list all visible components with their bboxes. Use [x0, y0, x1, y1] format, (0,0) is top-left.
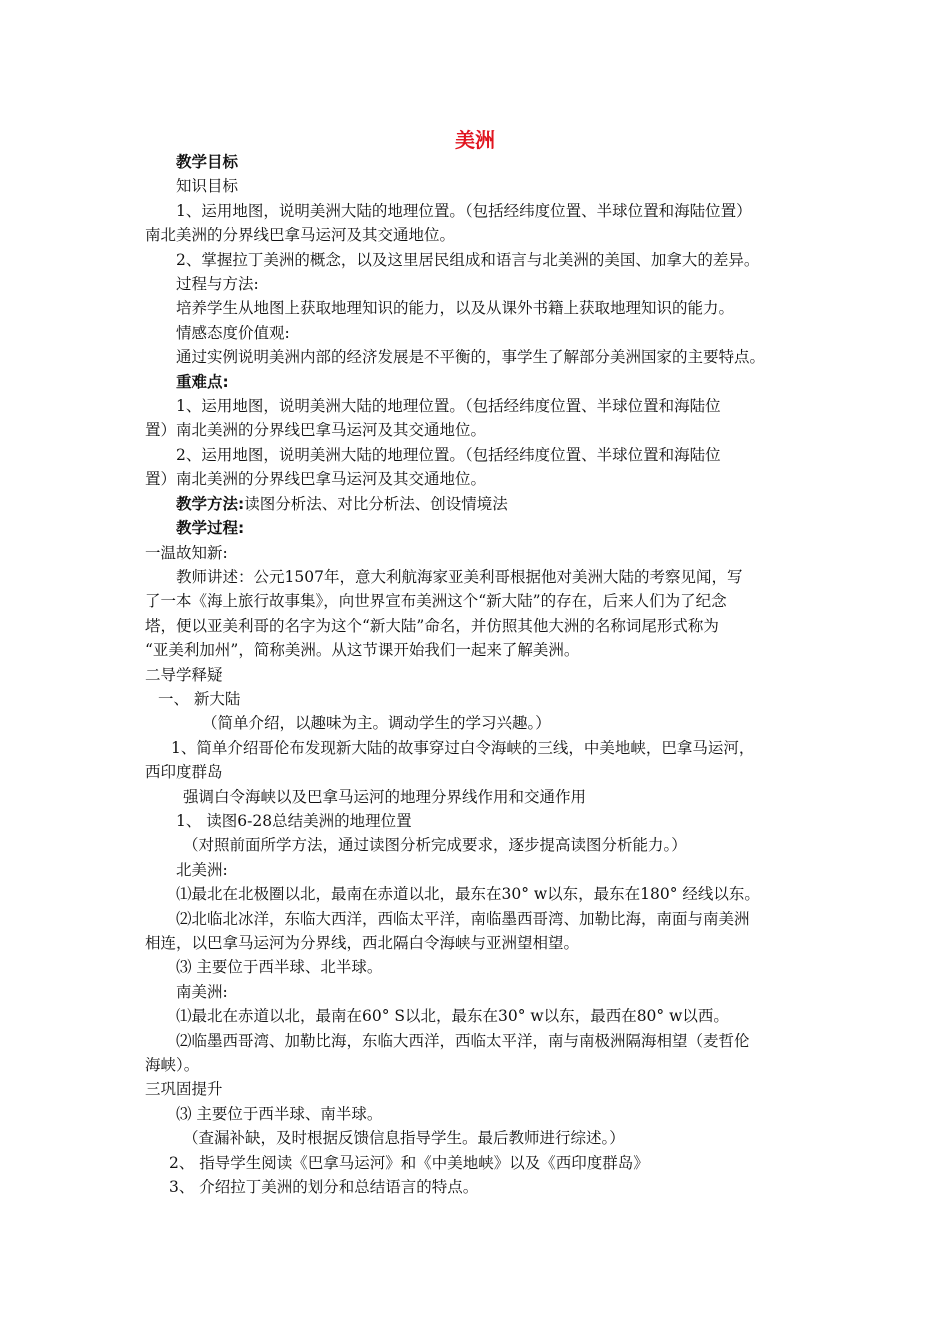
text-line	[145, 418, 810, 442]
text-line	[145, 1004, 810, 1028]
line-text: 2、掌握拉丁美洲的概念，以及这里居民组成和语言与北美洲的美国、加拿大的差异。	[176, 250, 760, 269]
text-line	[145, 1102, 810, 1126]
text-line	[145, 272, 810, 296]
text-line	[145, 248, 810, 272]
text-line	[145, 833, 810, 857]
line-text: 置）南北美洲的分界线巴拿马运河及其交通地位。	[145, 421, 487, 440]
line-text: 北美洲:	[176, 860, 228, 879]
line-text: 知识目标	[176, 177, 239, 196]
line-text: 培养学生从地图上获取地理知识的能力，以及从课外书籍上获取地理知识的能力。	[176, 299, 735, 318]
text-line	[145, 296, 810, 320]
line-text: 相连，以巴拿马运河为分界线，西北隔白令海峡与亚洲望相望。	[145, 934, 580, 952]
line-text: 教学过程:	[176, 519, 245, 538]
text-line	[145, 565, 810, 589]
line-text: 1、 读图6-28总结美洲的地理位置	[176, 811, 412, 830]
line-text: 二导学释疑	[145, 665, 223, 684]
line-text: 了一本《海上旅行故事集》，向世界宣布美洲这个“新大陆”的存在，后来人们为了纪念	[145, 592, 727, 611]
line-text: 西印度群岛	[145, 763, 223, 782]
line-text: （查漏补缺，及时根据反馈信息指导学生。最后教师进行综述。）	[183, 1129, 625, 1148]
text-line	[145, 711, 810, 735]
text-line	[145, 907, 810, 931]
text-line	[145, 467, 810, 491]
line-text: （对照前面所学方法，通过读图分析完成要求，逐步提高读图分析能力。）	[183, 836, 687, 855]
text-line	[145, 516, 810, 540]
line-text: 海峡）。	[145, 1056, 200, 1075]
line-text: 通过实例说明美洲内部的经济发展是不平衡的，事学生了解部分美洲国家的主要特点。	[176, 348, 766, 367]
line-text: ⑴最北在赤道以北，最南在60° S以北，最东在30° w以东，最西在80° w以西。	[176, 1007, 729, 1026]
line-text: 1、运用地图，说明美洲大陆的地理位置。（包括经纬度位置、半球位置和海陆位置）	[176, 201, 752, 220]
text-line	[145, 638, 810, 662]
text-line	[145, 589, 810, 613]
text-line	[145, 370, 810, 394]
text-line	[145, 809, 810, 833]
line-text: 读图分析法、对比分析法、创设情境法	[244, 494, 508, 513]
line-text: ⑵临墨西哥湾、加勒比海，东临大西洋，西临太平洋，南与南极洲隔海相望（麦哲伦	[176, 1031, 750, 1050]
line-text: 情感态度价值观:	[176, 323, 290, 342]
line-text: 过程与方法:	[176, 275, 259, 294]
text-line	[145, 394, 810, 418]
text-line	[145, 760, 810, 784]
text-line	[145, 345, 810, 369]
line-label: 教学方法:	[176, 494, 245, 513]
line-text: 强调白令海峡以及巴拿马运河的地理分界线作用和交通作用	[183, 787, 587, 806]
line-text: ⑴最北在北极圈以北，最南在赤道以北，最东在30° w以东，最东在180° 经线以东。	[176, 885, 760, 904]
text-line	[145, 736, 810, 760]
text-line	[145, 785, 810, 809]
line-text: 教师讲述：公元1507年，意大利航海家亚美利哥根据他对美洲大陆的考察见闻，写	[176, 567, 743, 586]
line-text: 一温故知新:	[145, 543, 228, 562]
text-line	[145, 1126, 810, 1150]
line-text: 南美洲:	[176, 982, 228, 1001]
page-title: 美洲	[455, 128, 495, 152]
line-text: 2、 指导学生阅读《巴拿马运河》和《中美地峡》以及《西印度群岛》	[169, 1153, 649, 1172]
line-text: 1、简单介绍哥伦布发现新大陆的故事穿过白令海峡的三线，中美地峡，巴拿马运河，	[171, 738, 755, 757]
line-text: “亚美利加州”，简称美洲。从这节课开始我们一起来了解美洲。	[145, 641, 580, 660]
text-line	[145, 955, 810, 979]
line-text: 1、运用地图，说明美洲大陆的地理位置。（包括经纬度位置、半球位置和海陆位	[176, 397, 721, 416]
text-line	[145, 150, 810, 174]
line-text: 三巩固提升	[145, 1080, 223, 1099]
line-text: ⑶ 主要位于西半球、北半球。	[176, 958, 383, 977]
line-text: 3、 介绍拉丁美洲的划分和总结语言的特点。	[169, 1178, 479, 1197]
text-line	[145, 980, 810, 1004]
text-line	[145, 882, 810, 906]
text-line	[145, 1029, 810, 1053]
text-line	[145, 321, 810, 345]
text-line	[145, 541, 810, 565]
line-text: 南北美洲的分界线巴拿马运河及其交通地位。	[145, 226, 456, 245]
text-line	[145, 223, 810, 247]
text-line	[145, 1053, 810, 1077]
text-line	[145, 174, 810, 198]
line-text: （简单介绍，以趣味为主。调动学生的学习兴趣。）	[202, 714, 551, 733]
text-line	[145, 1175, 810, 1199]
text-line	[145, 931, 810, 955]
line-text: ⑵北临北冰洋，东临大西洋，西临太平洋，南临墨西哥湾、加勒比海，南面与南美洲	[176, 909, 750, 928]
text-line	[145, 687, 810, 711]
line-text: 一、 新大陆	[158, 689, 241, 708]
text-line	[145, 614, 810, 638]
text-line	[145, 492, 810, 516]
line-text: 塔，便以亚美利哥的名字为这个“新大陆”命名，并仿照其他大洲的名称词尾形式称为	[145, 616, 719, 635]
line-text: 置）南北美洲的分界线巴拿马运河及其交通地位。	[145, 470, 487, 489]
line-text: 教学目标	[176, 153, 239, 171]
line-text: ⑶ 主要位于西半球、南半球。	[176, 1104, 383, 1123]
text-line	[145, 858, 810, 882]
text-line	[145, 1151, 810, 1175]
text-line	[145, 443, 810, 467]
text-line	[145, 1077, 810, 1101]
line-text: 重难点:	[176, 372, 229, 391]
document-body	[145, 150, 810, 1199]
text-line	[145, 199, 810, 223]
text-line	[145, 663, 810, 687]
line-text: 2、运用地图，说明美洲大陆的地理位置。（包括经纬度位置、半球位置和海陆位	[176, 445, 721, 464]
